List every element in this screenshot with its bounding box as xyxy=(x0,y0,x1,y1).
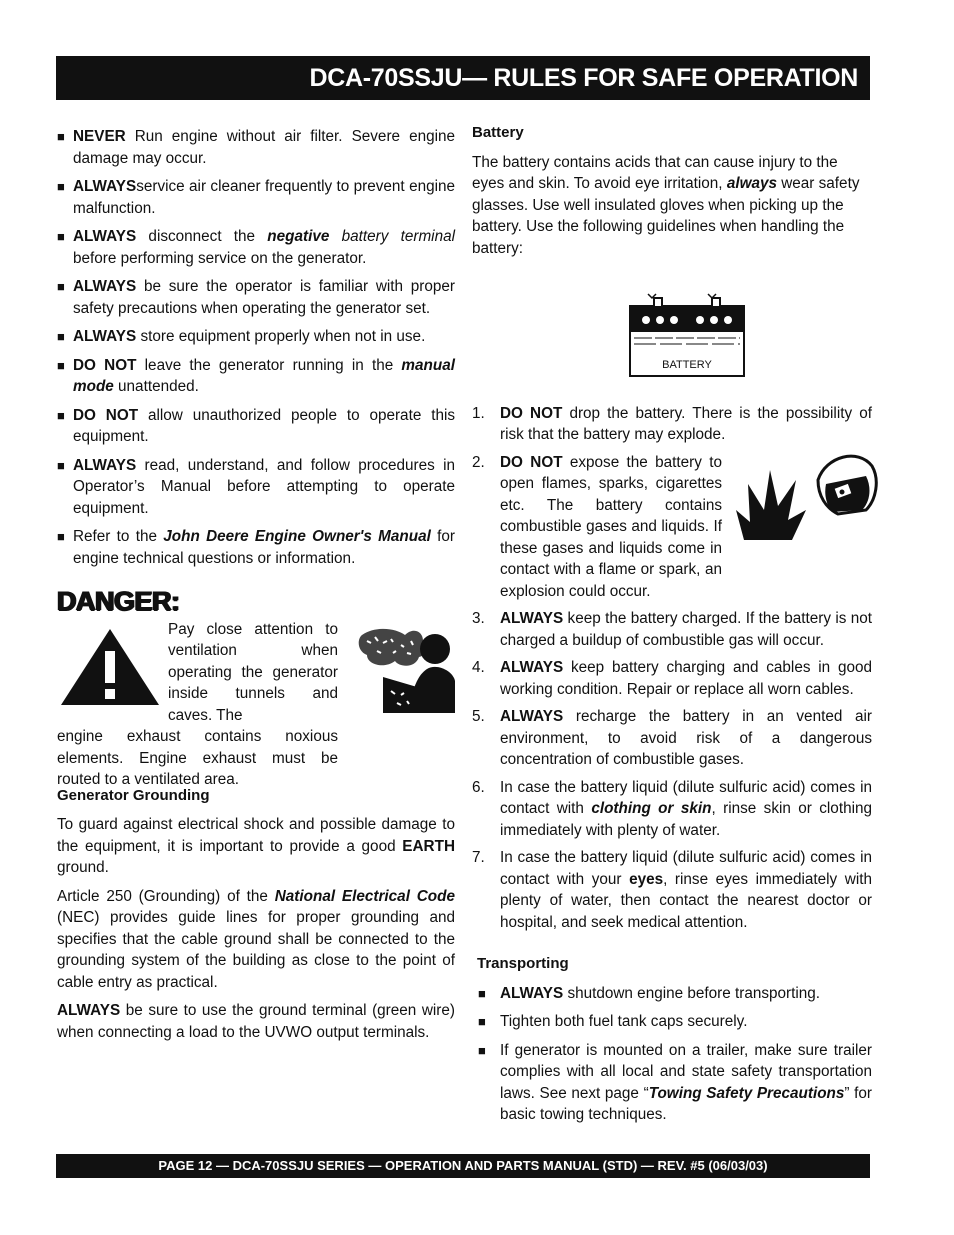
list-item: 4. ALWAYS keep battery charging and cables in good working condition. Repair or replace all worn cables. xyxy=(472,659,872,698)
grounding-heading: Generator Grounding xyxy=(57,786,210,804)
danger-section xyxy=(57,619,455,788)
page-footer: PAGE 12 — DCA-70SSJU SERIES — OPERATION AND PARTS MANUAL (STD) — REV. #5 (06/03/03) xyxy=(56,1154,870,1178)
list-item: 7. In case the battery liquid (dilute sulfuric acid) comes in contact with your eyes, rinse eyes immediately with plenty of water, then contact the nearest doctor or hospital, and seek medical attention. xyxy=(472,849,872,931)
right-column xyxy=(472,122,872,1133)
danger-text-wrapped: Pay close attention to ventilation when operating the generator inside tunnels and caves. The xyxy=(168,620,338,724)
list-item: ■ Tighten both fuel tank caps securely. xyxy=(478,1013,748,1030)
danger-text: engine exhaust contains noxious elements. Engine exhaust must be routed to a ventilated area. xyxy=(57,728,338,788)
grounding-paragraph: ALWAYS be sure to use the ground terminal (green wire) when connecting a load to the UVWO output terminals. xyxy=(57,1002,455,1041)
list-item: ■ If generator is mounted on a trailer, make sure trailer complies with all local and state safety transportation laws. See next page “Towing Safety Precautions” for basic towing techniques. xyxy=(478,1041,872,1123)
list-item: ■ DO NOT leave the generator running in the manual mode unattended. xyxy=(57,356,455,395)
list-item: ■ Refer to the John Deere Engine Owner's Manual for engine technical questions or information. xyxy=(57,528,456,567)
list-item: ■ NEVER Run engine without air filter. Severe engine damage may occur. xyxy=(57,128,455,167)
grounding-paragraph: Article 250 (Grounding) of the National Electrical Code (NEC) provides guide lines for proper grounding and specifies that the cable ground shall be connected to the grounding system of the building as close to the point of cable entry as practical. xyxy=(57,887,455,991)
battery-label: BATTERY xyxy=(662,359,712,371)
battery-intro: The battery contains acids that can cause injury to the eyes and skin. To avoid eye irritation, always wear safety glasses. Use well insulated gloves when picking up the battery. Use the following guidelines when handling the battery: xyxy=(472,153,860,257)
list-item: 5. ALWAYS recharge the battery in an vented air environment, to avoid risk of a dangerous concentration of combustible gases. xyxy=(472,708,872,768)
list-item: ■ ALWAYSservice air cleaner frequently to prevent engine malfunction. xyxy=(57,178,455,217)
explosion-hazard-icon xyxy=(730,440,880,560)
battery-heading: Battery xyxy=(472,124,524,141)
list-item: ■ DO NOT allow unauthorized people to operate this equipment. xyxy=(57,406,455,445)
list-item: ■ ALWAYS read, understand, and follow procedures in Operator’s Manual before attempting to operate equipment. xyxy=(57,456,455,517)
page-title: DCA-70SSJU— RULES FOR SAFE OPERATION xyxy=(56,56,870,100)
battery-icon xyxy=(628,288,746,378)
list-item: ■ ALWAYS be sure the operator is familiar with proper safety precautions when operating the generator set. xyxy=(57,278,455,317)
list-item: ■ ALWAYS disconnect the negative battery terminal before performing service on the generator. xyxy=(57,228,455,267)
transporting-heading: Transporting xyxy=(477,955,569,972)
danger-heading: DANGER: xyxy=(57,586,180,616)
list-item: 6. In case the battery liquid (dilute sulfuric acid) comes in contact with clothing or skin, rinse skin or clothing immediately with plenty of water. xyxy=(472,778,872,839)
list-item: ■ ALWAYS shutdown engine before transporting. xyxy=(478,984,821,1002)
list-item: 3. ALWAYS keep the battery charged. If the battery is not charged a buildup of combustible gas will occur. xyxy=(472,610,872,649)
grounding-paragraph: To guard against electrical shock and possible damage to the equipment, it is important to provide a good EARTH ground. xyxy=(57,816,455,876)
list-item: 1. DO NOT drop the battery. There is the possibility of risk that the battery may explode. xyxy=(472,404,872,443)
left-column xyxy=(57,126,455,1050)
exhaust-fumes-person-icon xyxy=(357,621,457,716)
list-item: 2. DO NOT expose the battery to open flames, sparks, cigarettes etc. The battery contains combustible gases and liquids. If these gases and liquids come in contact with a flame or spark, an explosion could occur. xyxy=(472,452,872,603)
list-item: ■ ALWAYS store equipment properly when not in use. xyxy=(57,328,426,345)
